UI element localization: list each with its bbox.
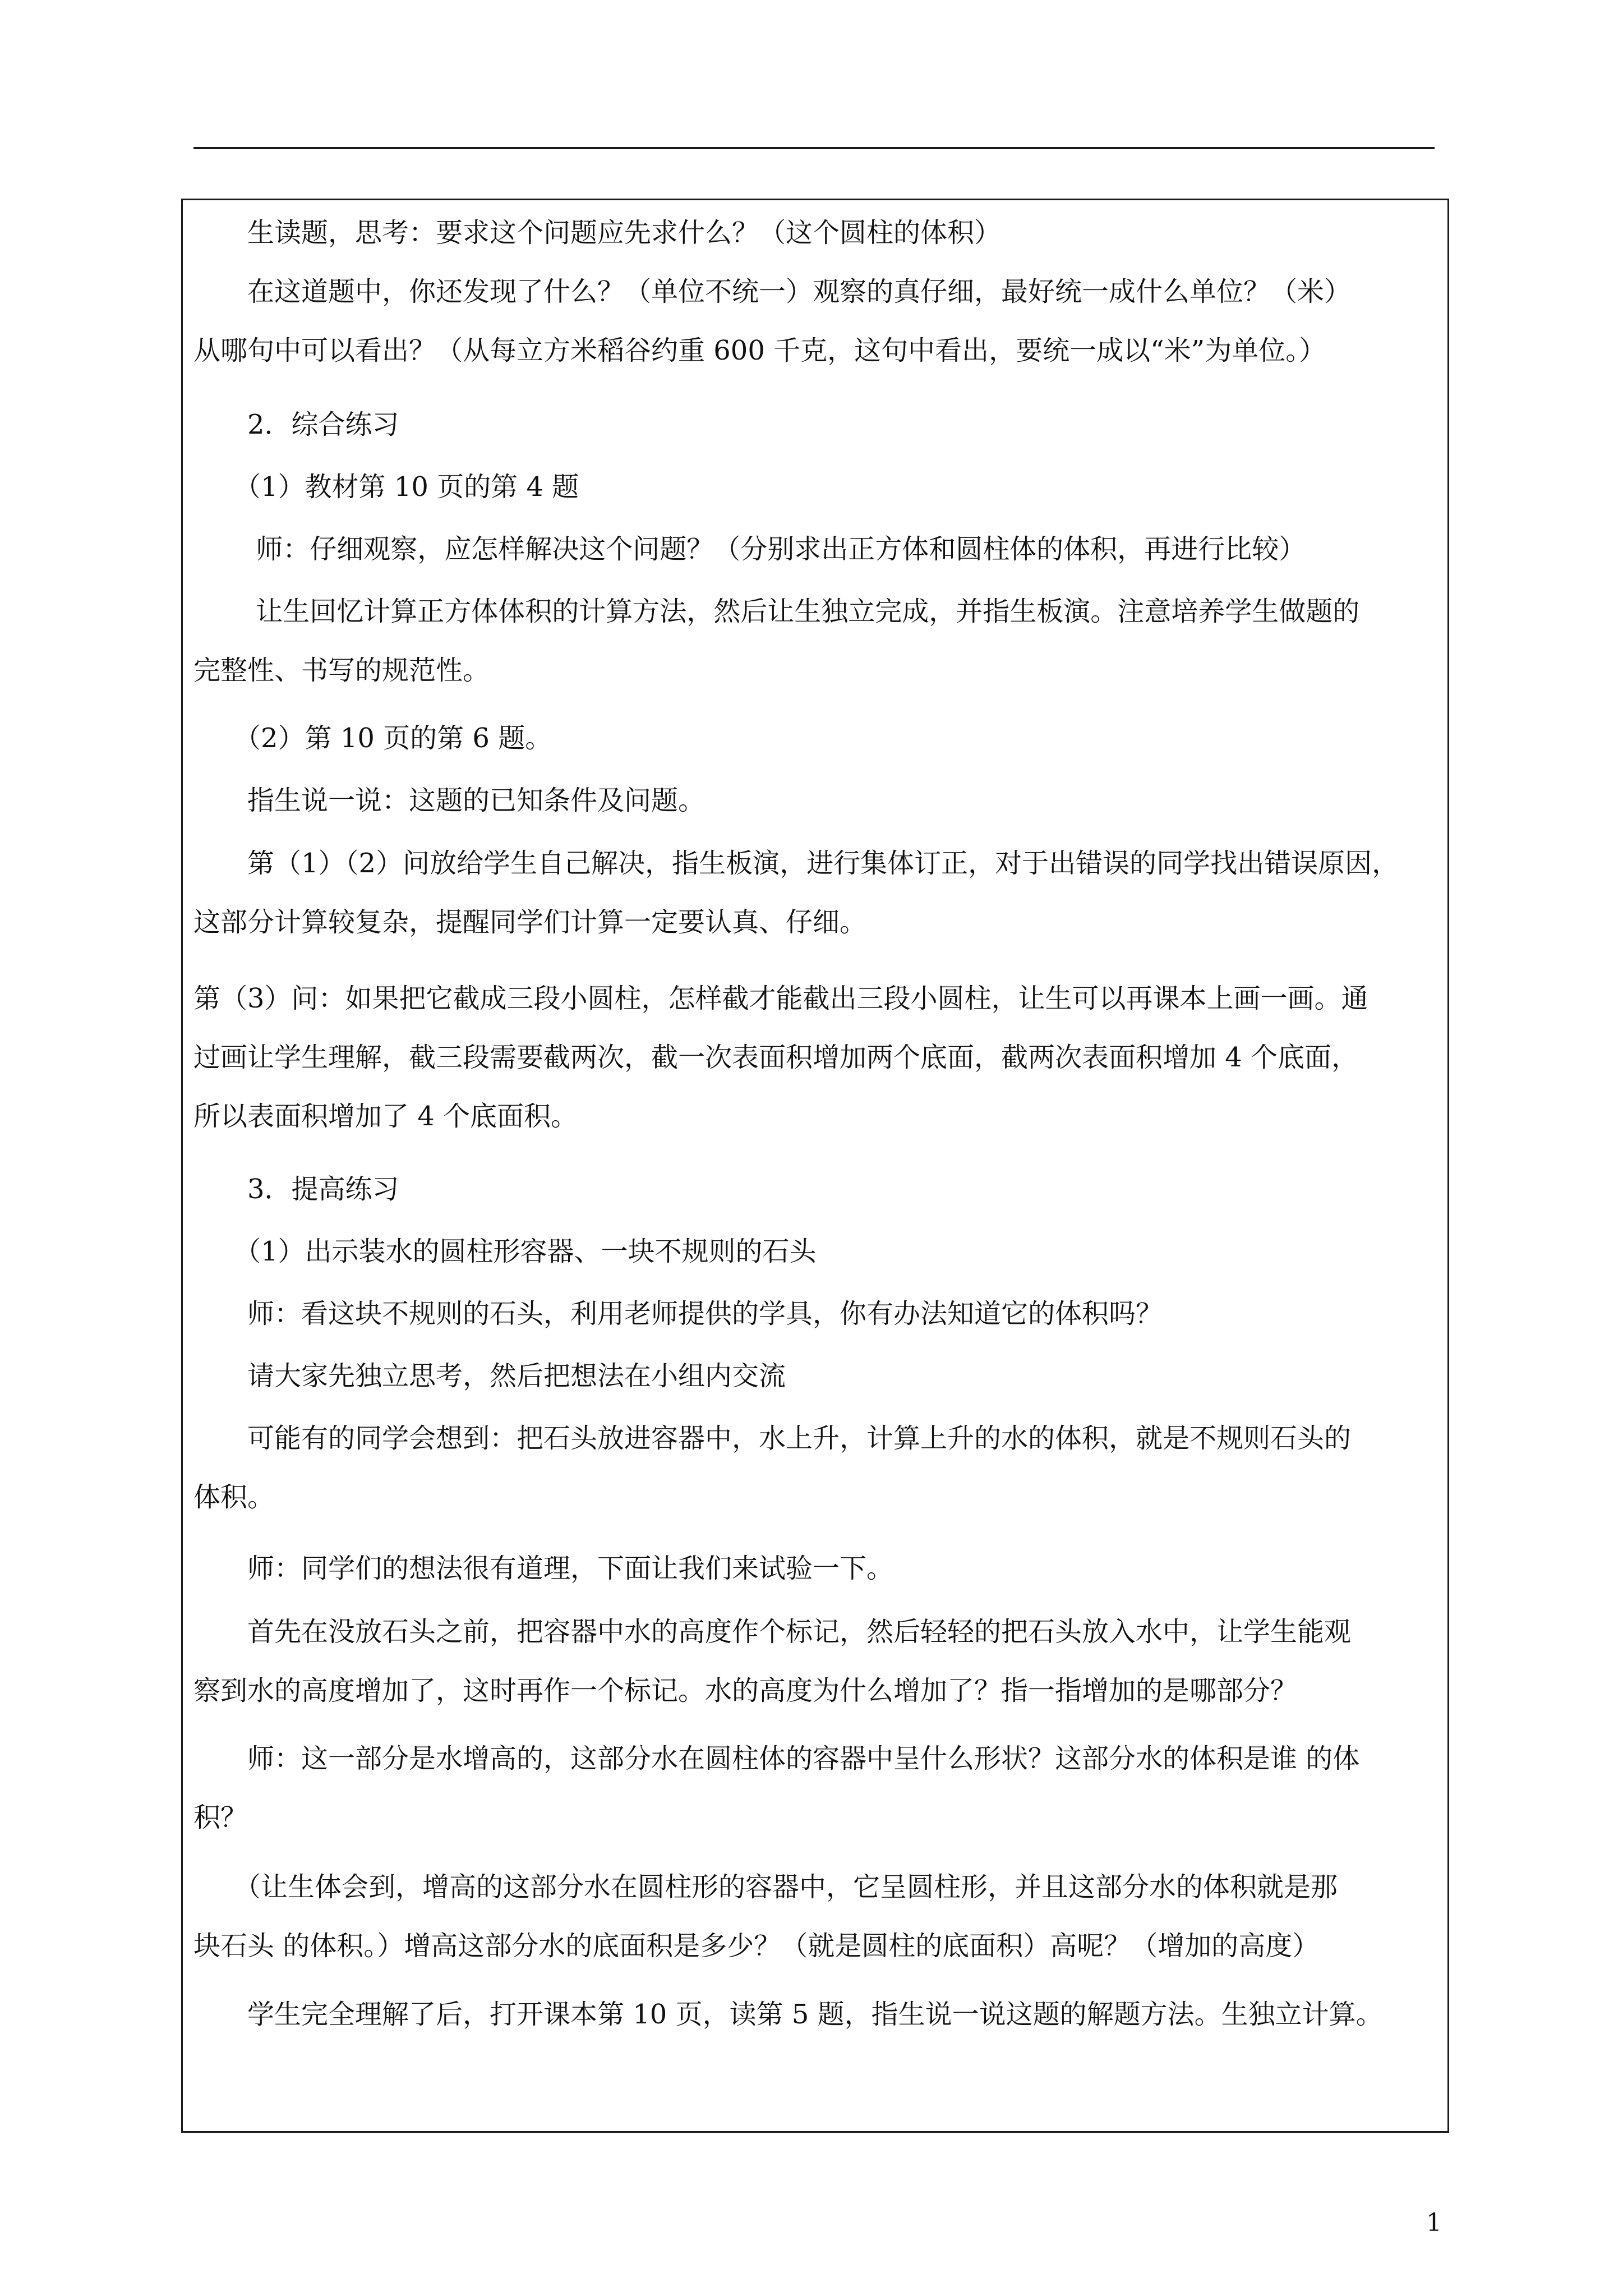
- page-number: 1: [1426, 2208, 1442, 2237]
- text-line-7: 让生回忆计算正方体体积的计算方法，然后让生独立完成，并指生板演。注意培养学生做题的: [193, 596, 1360, 627]
- text-line-28: 块石头 的体积。）增高这部分水的底面积是多少？（就是圆柱的底面积）高呢？（增加的高度）: [193, 1930, 1320, 1962]
- text-line-8: 完整性、书写的规范性。: [193, 655, 490, 686]
- text-line-13: 第（3）问：如果把它截成三段小圆柱，怎样截才能截出三段小圆柱，让生可以再课本上画一画。通: [193, 983, 1368, 1014]
- text-line-11: 第（1）（2）问放给学生自己解决，指生板演，进行集体订正，对于出错误的同学找出错误原因，: [193, 848, 1399, 879]
- text-line-5: （1）教材第 10 页的第 4 题: [193, 471, 579, 503]
- text-line-21: 体积。: [193, 1481, 275, 1513]
- text-line-6: 师：仔细观察，应怎样解决这个问题？（分别求出正方体和圆柱体的体积，再进行比较）: [193, 533, 1306, 565]
- text-line-25: 师：这一部分是水增高的，这部分水在圆柱体的容器中呈什么形状？这部分水的体积是谁 的体: [193, 1743, 1360, 1774]
- text-line-19: 请大家先独立思考，然后把想法在小组内交流: [193, 1360, 786, 1392]
- text-line-4: 2．综合练习: [193, 409, 399, 440]
- text-line-22: 师：同学们的想法很有道理，下面让我们来试验一下。: [193, 1553, 894, 1584]
- text-line-23: 首先在没放石头之前，把容器中水的高度作个标记，然后轻轻的把石头放入水中，让学生能观: [193, 1616, 1352, 1648]
- text-line-18: 师：看这块不规则的石头，利用老师提供的学具，你有办法知道它的体积吗？: [193, 1298, 1163, 1329]
- text-line-15: 所以表面积增加了 4 个底面积。: [193, 1101, 578, 1132]
- text-line-16: 3．提高练习: [193, 1174, 399, 1205]
- text-line-17: （1）出示装水的圆柱形容器、一块不规则的石头: [193, 1236, 817, 1267]
- text-line-2: 在这道题中，你还发现了什么？（单位不统一）观察的真仔细，最好统一成什么单位？（米）: [193, 276, 1352, 307]
- text-line-29: 学生完全理解了后，打开课本第 10 页，读第 5 题，指生说一说这题的解题方法。生独立计算。: [193, 1999, 1383, 2030]
- text-line-9: （2）第 10 页的第 6 题。: [193, 723, 552, 754]
- text-line-10: 指生说一说：这题的已知条件及问题。: [193, 785, 706, 816]
- text-line-14: 过画让学生理解，截三段需要截两次，截一次表面积增加两个底面，截两次表面积增加 4 个底面，: [193, 1042, 1359, 1073]
- text-line-24: 察到水的高度增加了，这时再作一个标记。水的高度为什么增加了？指一指增加的是哪部分？: [193, 1675, 1298, 1706]
- text-line-3: 从哪句中可以看出？（从每立方米稻谷约重 600 千克，这句中看出，要统一成以“米”为单位。）: [193, 335, 1326, 366]
- text-line-27: （让生体会到，增高的这部分水在圆柱形的容器中，它呈圆柱形，并且这部分水的体积就是那: [193, 1871, 1338, 1903]
- header-rule: [193, 147, 1435, 149]
- text-line-26: 积？: [193, 1802, 248, 1833]
- text-line-12: 这部分计算较复杂，提醒同学们计算一定要认真、仔细。: [193, 907, 867, 938]
- text-line-1: 生读题，思考：要求这个问题应先求什么？（这个圆柱的体积）: [193, 217, 1002, 249]
- text-line-20: 可能有的同学会想到：把石头放进容器中，水上升，计算上升的水的体积，就是不规则石头的: [193, 1423, 1352, 1454]
